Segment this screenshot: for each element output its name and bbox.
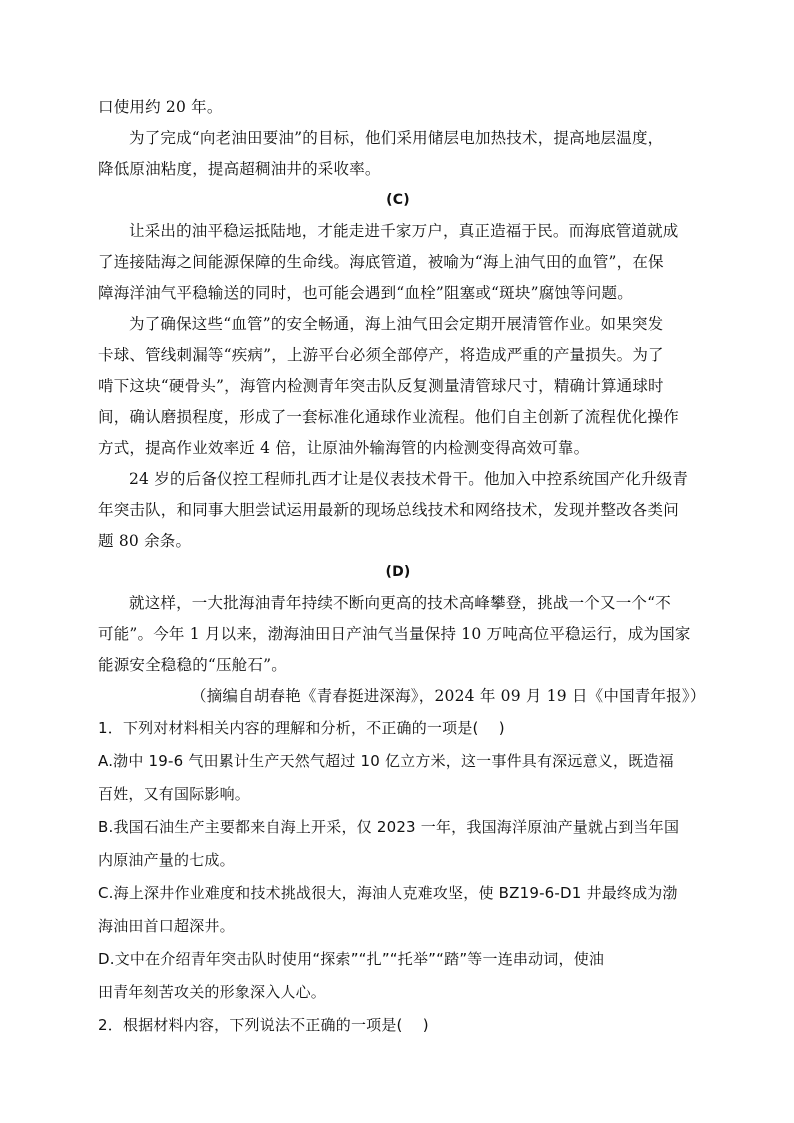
paragraph-line: 啃下这块“硬骨头”，海管内检测青年突击队反复测量清管球尺寸，精确计算通球时 <box>98 377 664 395</box>
paragraph-line: 可能”。今年 1 月以来，渤海油田日产油气当量保持 10 万吨高位平稳运行，成为国家 <box>98 625 691 643</box>
paragraph-line: 24 岁的后备仪控工程师扎西才让是仪表技术骨干。他加入中控系统国产化升级青 <box>129 470 689 488</box>
paragraph-line: 题 80 余条。 <box>98 532 192 550</box>
paragraph-line: 降低原油粘度，提高超稠油井的采收率。 <box>98 160 381 178</box>
paragraph-line: 就这样，一大批海油青年持续不断向更高的技术高峰攀登，挑战一个又一个“不 <box>129 594 671 612</box>
question-1-stem: 1．下列对材料相关内容的理解和分析，不正确的一项是( ) <box>98 719 505 737</box>
source-citation: （摘编自胡春艳《青春挺进深海》，2024 年 09 月 19 日《中国青年报》） <box>191 687 706 705</box>
section-heading-c: (C) <box>386 192 410 208</box>
paragraph-line: 卡球、管线刺漏等“疾病”，上游平台必须全部停产，将造成严重的产量损失。为了 <box>98 346 664 364</box>
paragraph-line: 间，确认磨损程度，形成了一套标准化通球作业流程。他们自主创新了流程优化操作 <box>98 408 679 426</box>
question-1-option-a-cont: 百姓，又有国际影响。 <box>98 785 251 803</box>
paragraph-line: 能源安全稳稳的“压舱石”。 <box>98 656 287 674</box>
question-1-option-d-cont: 田青年刻苦攻关的形象深入人心。 <box>98 983 327 1001</box>
paragraph-line: 为了完成“向老油田要油”的目标，他们采用储层电加热技术，提高地层温度， <box>129 129 664 147</box>
paragraph-line: 了连接陆海之间能源保障的生命线。海底管道，被喻为“海上油气田的血管”，在保 <box>98 253 664 271</box>
paragraph-line: 方式，提高作业效率近 4 倍，让原油外输海管的内检测变得高效可靠。 <box>98 439 590 457</box>
question-2-stem: 2．根据材料内容，下列说法不正确的一项是( ) <box>98 1016 429 1034</box>
question-1-option-d: D.文中在介绍青年突击队时使用“探索”“扎”“托举”“踏”等一连串动词，使油 <box>98 950 605 968</box>
paragraph-line: 口使用约 20 年。 <box>98 98 223 116</box>
paragraph-line: 障海洋油气平稳输送的同时，也可能会遇到“血栓”阻塞或“斑块”腐蚀等问题。 <box>98 284 633 302</box>
document-body <box>98 92 706 1042</box>
question-1-option-c: C.海上深井作业难度和技术挑战很大，海油人克难攻坚，使 BZ19-6-D1 井最终成为渤 <box>98 884 678 902</box>
paragraph-line: 年突击队，和同事大胆尝试运用最新的现场总线技术和网络技术，发现并整改各类问 <box>98 501 679 519</box>
section-heading-d: (D) <box>385 564 411 580</box>
question-1-option-a: A.渤中 19-6 气田累计生产天然气超过 10 亿立方米，这一事件具有深远意义，既造福 <box>98 752 674 770</box>
question-1-option-b: B.我国石油生产主要都来自海上开采，仅 2023 一年，我国海洋原油产量就占到当年国 <box>98 818 680 836</box>
question-1-option-c-cont: 海油田首口超深井。 <box>98 917 235 935</box>
paragraph-line: 为了确保这些“血管”的安全畅通，海上油气田会定期开展清管作业。如果突发 <box>129 315 664 333</box>
question-1-option-b-cont: 内原油产量的七成。 <box>98 851 235 869</box>
paragraph-line: 让采出的油平稳运抵陆地，才能走进千家万户，真正造福于民。而海底管道就成 <box>129 222 679 240</box>
